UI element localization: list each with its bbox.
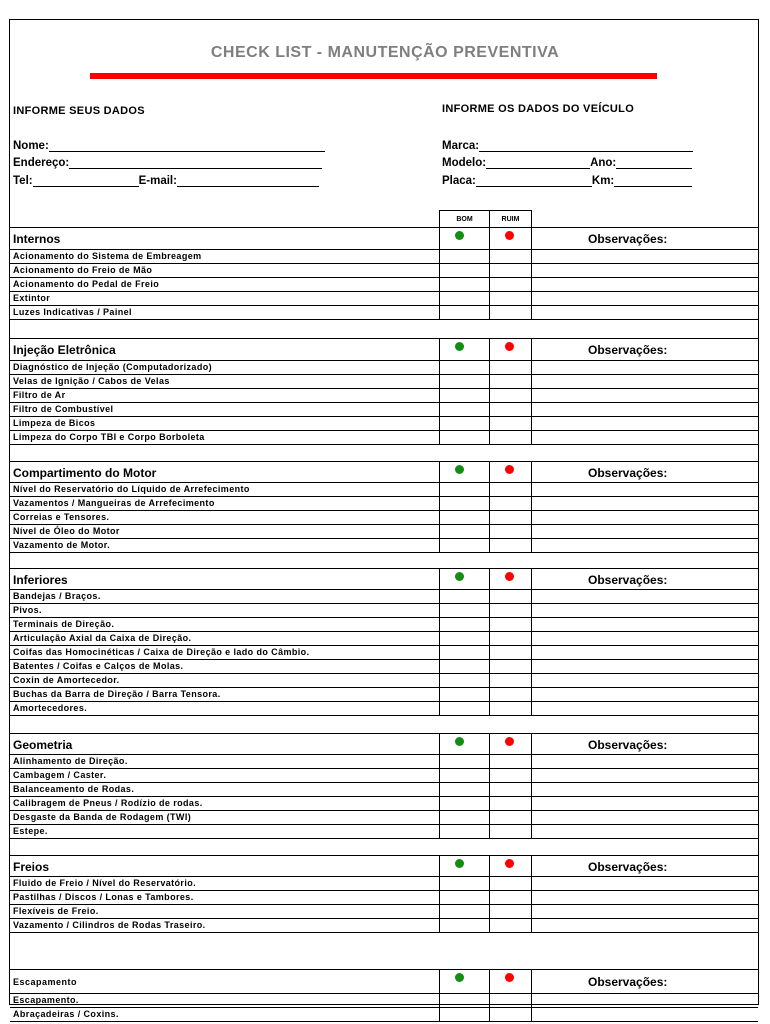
- observacoes-label: Observações:: [588, 573, 668, 587]
- checklist-row[interactable]: [10, 1008, 758, 1022]
- checklist-row[interactable]: [10, 511, 758, 525]
- checklist-item-label: Articulação Axial da Caixa de Direção.: [13, 633, 192, 643]
- good-indicator-icon: [455, 342, 464, 351]
- bom-column-line: [439, 338, 440, 445]
- section-title: Injeção Eletrônica: [13, 343, 116, 357]
- checklist-row[interactable]: [10, 264, 758, 278]
- section-header: [10, 568, 758, 590]
- checklist-row[interactable]: [10, 646, 758, 660]
- checklist-row[interactable]: [10, 755, 758, 769]
- checklist-item-label: Alinhamento de Direção.: [13, 756, 128, 766]
- checklist-item-label: Coifas das Homocinéticas / Caixa de Direção e lado do Câmbio.: [13, 647, 310, 657]
- marca-label: Marca:: [442, 140, 480, 152]
- email-line[interactable]: [177, 174, 319, 187]
- checklist-item-label: Bandejas / Braços.: [13, 591, 101, 601]
- observacoes-column-line: [531, 461, 532, 553]
- checklist-row[interactable]: [10, 783, 758, 797]
- modelo-label: Modelo:: [442, 157, 487, 169]
- checklist-item-label: Vazamento de Motor.: [13, 540, 111, 550]
- checklist-item-label: Balanceamento de Rodas.: [13, 784, 135, 794]
- nome-line[interactable]: [49, 139, 325, 152]
- marca-field[interactable]: [442, 138, 693, 152]
- bad-indicator-icon: [505, 572, 514, 581]
- observacoes-column-line: [531, 969, 532, 1022]
- marca-line[interactable]: [479, 139, 693, 152]
- section-title: Compartimento do Motor: [13, 466, 157, 480]
- personal-data-header: INFORME SEUS DADOS: [13, 105, 145, 117]
- checklist-row[interactable]: [10, 702, 758, 716]
- tel-email-field[interactable]: [13, 173, 319, 187]
- checklist-row[interactable]: [10, 250, 758, 264]
- checklist-row[interactable]: [10, 825, 758, 839]
- checklist-row[interactable]: [10, 539, 758, 553]
- ruim-column-line: [489, 969, 490, 1022]
- bom-column-line: [439, 733, 440, 839]
- checklist-row[interactable]: [10, 919, 758, 933]
- ano-line[interactable]: [616, 156, 692, 169]
- checklist-row[interactable]: [10, 769, 758, 783]
- placa-line[interactable]: [476, 174, 592, 187]
- checklist-row[interactable]: [10, 590, 758, 604]
- section-header: [10, 227, 758, 250]
- section-title: Freios: [13, 860, 50, 874]
- nome-field[interactable]: [13, 138, 325, 152]
- endereco-line[interactable]: [69, 156, 322, 169]
- bom-column-header: BOM: [439, 210, 490, 227]
- checklist-row[interactable]: [10, 877, 758, 891]
- modelo-ano-field[interactable]: [442, 155, 692, 169]
- bad-indicator-icon: [505, 465, 514, 474]
- checklist-row[interactable]: [10, 361, 758, 375]
- section-title: Internos: [13, 232, 61, 246]
- checklist-row[interactable]: [10, 375, 758, 389]
- vehicle-data-header: INFORME OS DADOS DO VEÍCULO: [442, 103, 635, 115]
- checklist-row[interactable]: [10, 660, 758, 674]
- checklist-item-label: Batentes / Coifas e Calços de Molas.: [13, 661, 184, 671]
- email-label: E-mail:: [138, 175, 177, 187]
- bom-column-line: [439, 969, 440, 1022]
- ruim-column-line: [489, 461, 490, 553]
- checklist-row[interactable]: [10, 674, 758, 688]
- checklist-item-label: Correias e Tensores.: [13, 512, 110, 522]
- observacoes-label: Observações:: [588, 860, 668, 874]
- good-indicator-icon: [455, 572, 464, 581]
- endereco-label: Endereço:: [13, 157, 70, 169]
- km-line[interactable]: [614, 174, 692, 187]
- observacoes-label: Observações:: [588, 343, 668, 357]
- ano-label: Ano:: [590, 157, 617, 169]
- checklist-row[interactable]: [10, 905, 758, 919]
- ruim-column-line: [489, 227, 490, 320]
- ruim-column-line: [489, 733, 490, 839]
- checklist-item-label: Nível de Óleo do Motor: [13, 526, 120, 536]
- checklist-item-label: Pastilhas / Discos / Lonas e Tambores.: [13, 892, 194, 902]
- checklist-item-label: Vazamento / Cilindros de Rodas Traseiro.: [13, 920, 206, 930]
- section-header: [10, 969, 758, 994]
- ruim-column-line: [489, 568, 490, 716]
- ruim-column-line: [489, 855, 490, 933]
- observacoes-column-line: [531, 733, 532, 839]
- checklist-item-label: Cambagem / Caster.: [13, 770, 107, 780]
- checklist-row[interactable]: [10, 389, 758, 403]
- nome-label: Nome:: [13, 140, 49, 152]
- checklist-item-label: Amortecedores.: [13, 703, 88, 713]
- ruim-column-line: [489, 338, 490, 445]
- checklist-item-label: Flexíveis de Freio.: [13, 906, 99, 916]
- checklist-item-label: Nível do Reservatório do Líquido de Arrefecimento: [13, 484, 250, 494]
- observacoes-label: Observações:: [588, 738, 668, 752]
- modelo-line[interactable]: [486, 156, 590, 169]
- checklist-item-label: Limpeza de Bicos: [13, 418, 96, 428]
- checklist-row[interactable]: [10, 811, 758, 825]
- checklist-item-label: Diagnóstico de Injeção (Computadorizado): [13, 362, 213, 372]
- section-header: [10, 733, 758, 755]
- tel-line[interactable]: [33, 174, 139, 187]
- good-indicator-icon: [455, 859, 464, 868]
- endereco-field[interactable]: [13, 155, 322, 169]
- bom-column-line: [439, 227, 440, 320]
- ruim-column-header: RUIM: [489, 210, 532, 227]
- checklist-item-label: Fluido de Freio / Nível do Reservatório.: [13, 878, 197, 888]
- observacoes-column-line: [531, 227, 532, 320]
- checklist-item-label: Pivos.: [13, 605, 42, 615]
- bom-column-line: [439, 855, 440, 933]
- section-header: [10, 855, 758, 877]
- observacoes-column-line: [531, 338, 532, 445]
- section-header: [10, 338, 758, 361]
- checklist-row[interactable]: [10, 632, 758, 646]
- placa-label: Placa:: [442, 175, 476, 187]
- tel-label: Tel:: [13, 175, 33, 187]
- checklist-item-label: Filtro de Ar: [13, 390, 66, 400]
- checklist-row[interactable]: [10, 497, 758, 511]
- checklist-item-label: Escapamento.: [13, 995, 79, 1005]
- good-indicator-icon: [455, 973, 464, 982]
- placa-km-field[interactable]: [442, 173, 692, 187]
- checklist-row[interactable]: [10, 688, 758, 702]
- checklist-item-label: Estepe.: [13, 826, 48, 836]
- section-title: Escapamento: [13, 977, 78, 987]
- page-title: CHECK LIST - MANUTENÇÃO PREVENTIVA: [210, 44, 560, 61]
- checklist-item-label: Buchas da Barra de Direção / Barra Tensora.: [13, 689, 221, 699]
- section-title: Geometria: [13, 738, 73, 752]
- checklist-row[interactable]: [10, 891, 758, 905]
- observacoes-column-line: [531, 568, 532, 716]
- checklist-item-label: Abraçadeiras / Coxins.: [13, 1009, 119, 1019]
- bom-column-line: [439, 461, 440, 553]
- good-indicator-icon: [455, 231, 464, 240]
- checklist-item-label: Desgaste da Banda de Rodagem (TWI): [13, 812, 192, 822]
- checklist-item-label: Acionamento do Freio de Mão: [13, 265, 153, 275]
- checklist-row[interactable]: [10, 278, 758, 292]
- bad-indicator-icon: [505, 231, 514, 240]
- bad-indicator-icon: [505, 737, 514, 746]
- checklist-row[interactable]: [10, 403, 758, 417]
- checklist-item-label: Acionamento do Pedal de Freio: [13, 279, 160, 289]
- bom-column-line: [439, 568, 440, 716]
- checklist-item-label: Limpeza do Corpo TBI e Corpo Borboleta: [13, 432, 205, 442]
- checklist-page: [9, 19, 759, 1019]
- checklist-row[interactable]: [10, 417, 758, 431]
- checklist-item-label: Vazamentos / Mangueiras de Arrefecimento: [13, 498, 215, 508]
- checklist-item-label: Extintor: [13, 293, 51, 303]
- checklist-row[interactable]: [10, 292, 758, 306]
- checklist-row[interactable]: [10, 525, 758, 539]
- good-indicator-icon: [455, 465, 464, 474]
- bad-indicator-icon: [505, 342, 514, 351]
- bad-indicator-icon: [505, 859, 514, 868]
- checklist-item-label: Filtro de Combustível: [13, 404, 114, 414]
- checklist-row[interactable]: [10, 483, 758, 497]
- bad-indicator-icon: [505, 973, 514, 982]
- checklist-item-label: Terminais de Direção.: [13, 619, 115, 629]
- checklist-item-label: Coxin de Amortecedor.: [13, 675, 120, 685]
- checklist-row[interactable]: [10, 618, 758, 632]
- observacoes-column-line: [531, 855, 532, 933]
- checklist-item-label: Luzes Indicativas / Painel: [13, 307, 132, 317]
- checklist-row[interactable]: [10, 604, 758, 618]
- checklist-row[interactable]: [10, 994, 758, 1008]
- good-indicator-icon: [455, 737, 464, 746]
- section-title: Inferiores: [13, 573, 68, 587]
- checklist-item-label: Acionamento do Sistema de Embreagem: [13, 251, 202, 261]
- checklist-item-label: Velas de Ignição / Cabos de Velas: [13, 376, 170, 386]
- checklist-row[interactable]: [10, 431, 758, 445]
- observacoes-label: Observações:: [588, 466, 668, 480]
- checklist-row[interactable]: [10, 306, 758, 320]
- observacoes-label: Observações:: [588, 232, 668, 246]
- km-label: Km:: [591, 175, 615, 187]
- section-header: [10, 461, 758, 483]
- observacoes-label: Observações:: [588, 975, 668, 989]
- checklist-item-label: Calibragem de Pneus / Rodízio de rodas.: [13, 798, 203, 808]
- title-underline: [90, 73, 657, 79]
- checklist-row[interactable]: [10, 797, 758, 811]
